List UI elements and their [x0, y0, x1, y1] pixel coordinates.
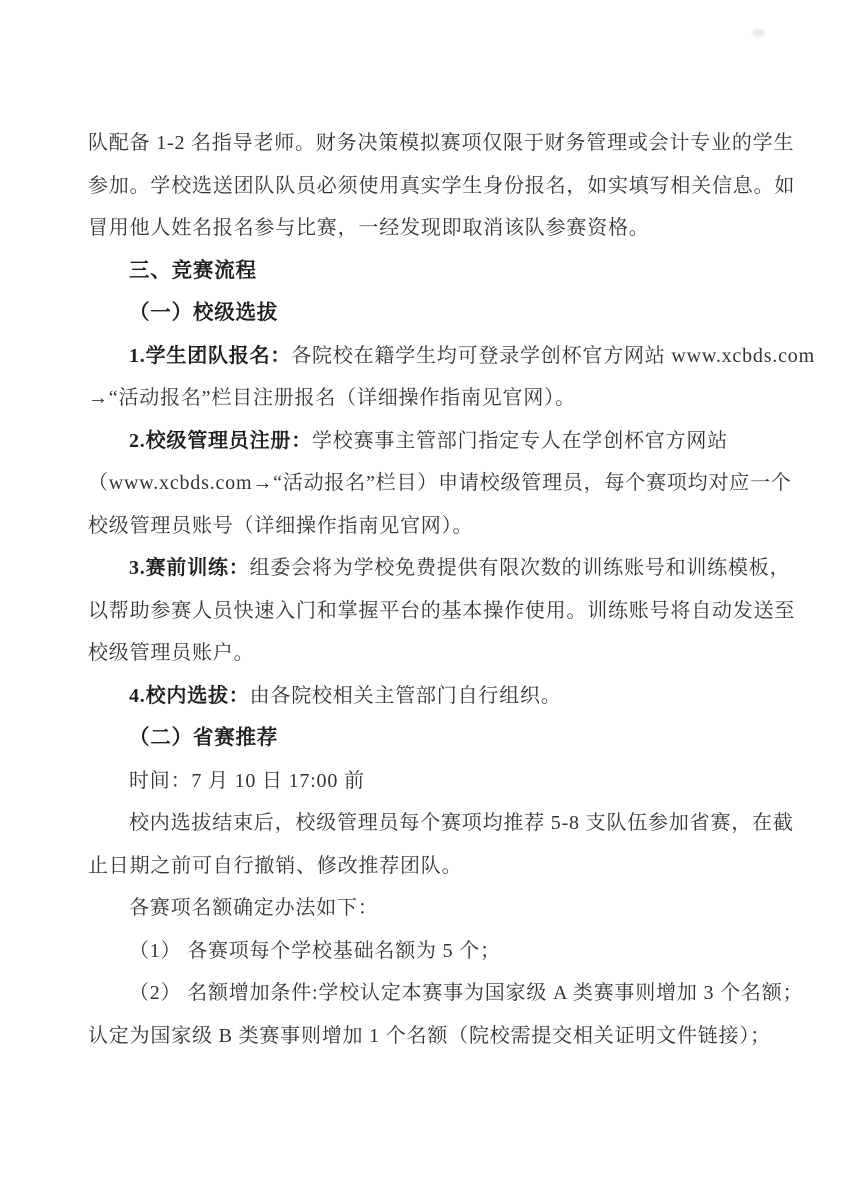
text-line — [88, 1015, 770, 1058]
run-text: 各院校在籍学生均可登录学创杯官方网站 www.xcbds.com — [291, 344, 815, 367]
subsection-heading-school-selection — [88, 292, 770, 335]
run-text: 校级管理员账号（详细操作指南见官网）。 — [88, 514, 474, 537]
text-line — [88, 887, 770, 930]
run-text: （www.xcbds.com→“活动报名”栏目）申请校级管理员，每个赛项均对应一个 — [88, 472, 792, 494]
text-line — [88, 675, 770, 718]
run-text: →“活动报名”栏目注册报名（详细操作指南见官网）。 — [88, 387, 576, 409]
text-line — [88, 505, 770, 548]
run-text: 各赛项名额确定办法如下： — [129, 897, 379, 919]
heading-text: 三、竞赛流程 — [129, 259, 257, 282]
run-text: （2） 名额增加条件:学校认定本赛事为国家级 A 类赛事则增加 3 个名额； — [129, 982, 804, 1004]
run-text: 组委会将为学校免费提供有限次数的训练账号和训练模板， — [249, 557, 791, 579]
heading-text: （二）省赛推荐 — [129, 727, 279, 749]
run-text: 时间：7 月 10 日 17:00 前 — [129, 769, 365, 792]
text-line — [88, 802, 794, 845]
run-text: 队配备 1-2 名指导老师。财务决策模拟赛项仅限于财务管理或会计专业的学生 — [88, 132, 795, 154]
document-body — [88, 122, 815, 1057]
run-text: 止日期之前可自行撤销、修改推荐团队。 — [88, 854, 463, 877]
run-text: 由各院校相关主管部门自行组织。 — [249, 684, 562, 707]
run-text: 以帮助参赛人员快速入门和掌握平台的基本操作使用。训练账号将自动发送至 — [88, 599, 796, 622]
run-text: 学校赛事主管部门指定专人在学创杯官方网站 — [312, 429, 728, 452]
text-line — [88, 930, 770, 973]
text-line — [88, 335, 815, 378]
text-line — [88, 972, 804, 1015]
section-heading-competition-process — [88, 250, 770, 293]
text-line — [88, 547, 791, 590]
item-label: 4.校内选拔： — [129, 684, 250, 707]
text-line — [88, 760, 770, 803]
text-line — [88, 632, 770, 675]
text-line — [88, 845, 770, 888]
run-text: （1） 各赛项每个学校基础名额为 5 个； — [129, 939, 501, 962]
text-line — [88, 420, 770, 463]
run-text: 冒用他人姓名报名参与比赛，一经发现即取消该队参赛资格。 — [88, 217, 650, 239]
run-text: 校内选拔结束后，校级管理员每个赛项均推荐 5-8 支队伍参加省赛，在截 — [129, 812, 794, 834]
item-label: 2.校级管理员注册： — [129, 429, 312, 452]
text-line — [88, 377, 770, 420]
text-line — [88, 122, 795, 165]
text-line — [88, 165, 796, 208]
text-line — [88, 207, 770, 250]
scan-artifact — [752, 29, 765, 37]
item-label: 3.赛前训练： — [129, 557, 250, 579]
text-line — [88, 462, 792, 505]
heading-text: （一）校级选拔 — [129, 302, 279, 324]
run-text: 认定为国家级 B 类赛事则增加 1 个名额（院校需提交相关证明文件链接）； — [88, 1024, 771, 1047]
run-text: 参加。学校选送团队队员必须使用真实学生身份报名，如实填写相关信息。如 — [88, 174, 796, 197]
run-text: 校级管理员账户。 — [88, 642, 255, 664]
item-label: 1.学生团队报名： — [129, 344, 292, 367]
subsection-heading-provincial-recommendation — [88, 717, 770, 760]
text-line — [88, 590, 796, 633]
